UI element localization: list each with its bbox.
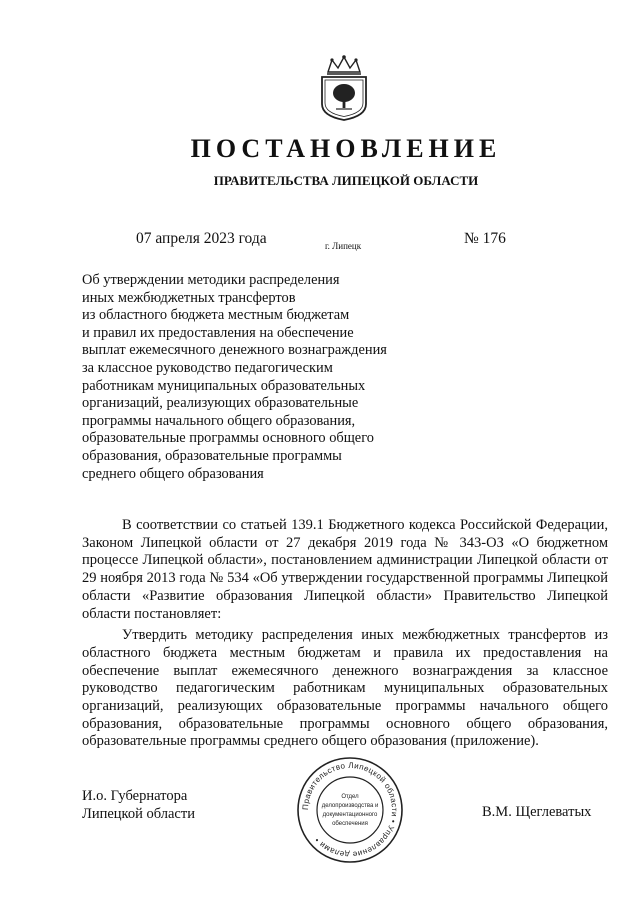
stamp-inner-line: Отдел — [341, 794, 359, 800]
heading-line: среднего общего образования — [82, 465, 264, 482]
heading-line: образовательные программы основного общего — [82, 430, 374, 447]
heading-line: Об утверждении методики распределения — [82, 272, 340, 288]
document-date: 07 апреля 2023 года — [136, 230, 267, 247]
official-stamp — [295, 755, 405, 865]
heading-line: иных межбюджетных трансфертов — [82, 289, 296, 306]
heading-line: и правил их предоставления на обеспечение — [82, 324, 354, 341]
heading-line: выплат ежемесячного денежного вознаграждения — [82, 342, 387, 359]
stamp-inner-line: документационного — [322, 812, 378, 818]
body-paragraph-preamble: В соответствии со статьей 139.1 Бюджетного кодекса Российской Федерации, Законом Липецкой области от 27 декабря 2019 года № 343-ОЗ «О бюджетном процессе Липецкой области», постановлением администрации Липецкой области от 29 ноября 2013 года № 534 «Об утверждении государственной программы Липецкой области «Развитие образования Липецкой области» Правительство Липецкой области постановляет: — [82, 517, 608, 622]
document-number: № 176 — [464, 230, 506, 247]
signatory-title — [82, 787, 195, 823]
signatory-name: В.М. Щеглеватых — [482, 804, 592, 820]
heading-line: за классное руководство педагогическим — [82, 359, 333, 376]
stamp-inner-line: делопроизводства и — [321, 803, 379, 809]
heading-line: работникам муниципальных образовательных — [82, 377, 366, 394]
heading-line: организаций, реализующих образовательные — [82, 395, 359, 412]
signatory-title-line-1: И.о. Губернатора — [82, 788, 188, 804]
document-place: г. Липецк — [325, 241, 362, 251]
document-heading — [82, 272, 412, 483]
document-issuer: ПРАВИТЕЛЬСТВА ЛИПЕЦКОЙ ОБЛАСТИ — [213, 173, 479, 188]
document-title: ПОСТАНОВЛЕНИЕ — [190, 134, 502, 163]
signatory-title-line-2: Липецкой области — [82, 806, 195, 822]
stamp-inner-line: обеспечения — [332, 821, 368, 827]
heading-line: образования, образовательные программы — [82, 447, 342, 464]
heading-line: из областного бюджета местным бюджетам — [82, 307, 350, 324]
coat-of-arms-icon — [316, 54, 372, 122]
svg-text:Правительство Липецкой области — [301, 761, 399, 859]
heading-line: программы начального общего образования, — [82, 412, 356, 429]
stamp-outer-text: Правительство Липецкой области • Управление делами • — [300, 760, 400, 860]
body-paragraph-resolution: Утвердить методику распределения иных межбюджетных трансфертов из областного бюджета местным бюджетам и правила их предоставления на обеспечение выплат ежемесячного денежного вознаграждения за классное руководство педагогическим работникам муниципальных образовательных организаций, реализующих образовательные программы начального общего образования, образовательные программы основного общего образования, образовательные программы среднего общего образования (приложение). — [82, 627, 608, 750]
document-body — [82, 517, 608, 751]
